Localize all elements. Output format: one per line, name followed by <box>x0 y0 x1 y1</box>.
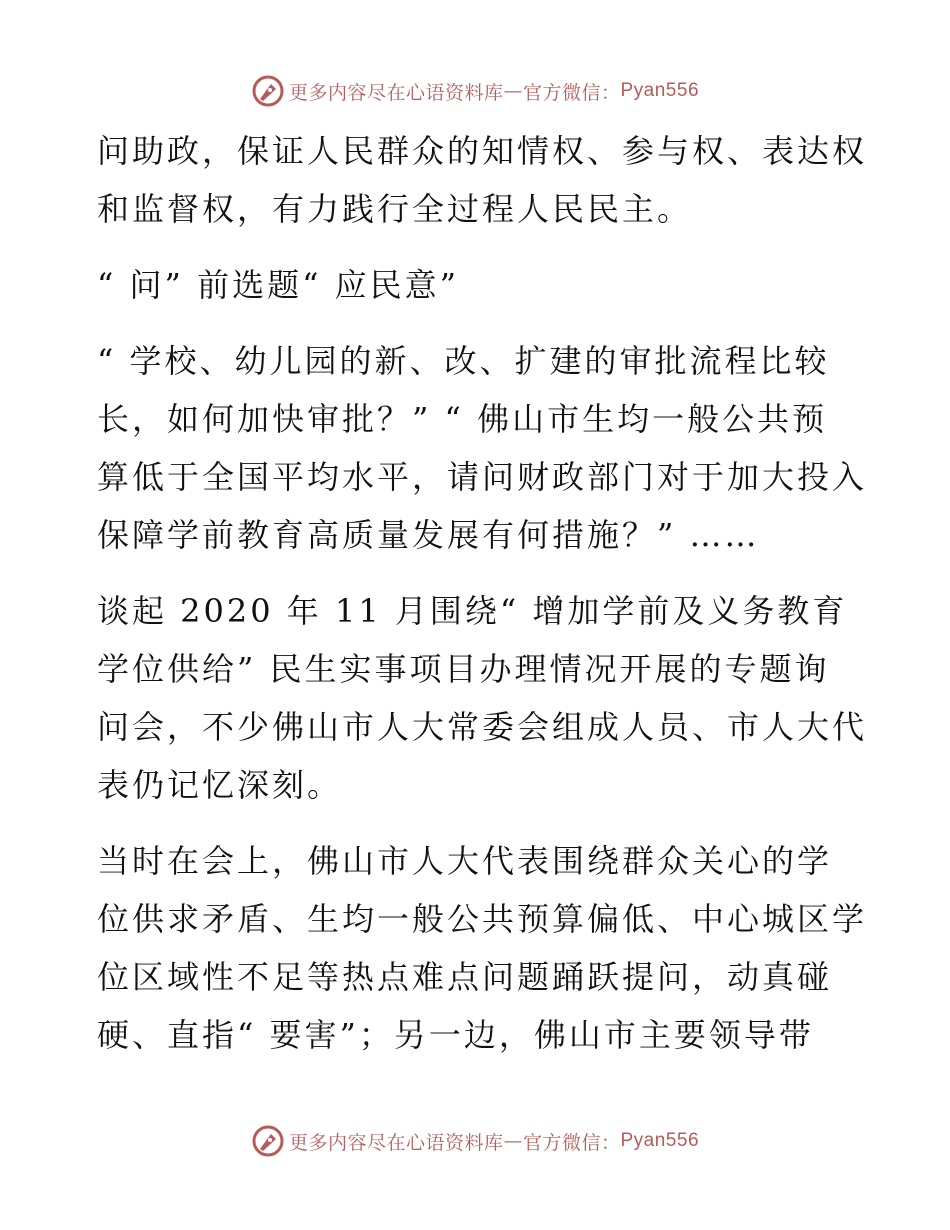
watermark-text: 更多内容尽在心语资料库 <box>288 81 504 104</box>
text-line: 长，如何加快审批？” “ 佛山市生均一般公共预 <box>97 400 828 438</box>
document-body <box>97 122 868 1064</box>
paragraph <box>97 582 868 814</box>
text-line: 位区域性不足等热点难点问题踊跃提问，动真碰 <box>97 958 833 996</box>
watermark-separator: — <box>503 1130 523 1152</box>
pen-nib-circle-icon <box>251 74 285 108</box>
text-line: “ 学校、幼儿园的新、改、扩建的审批流程比较 <box>97 342 830 380</box>
paragraph <box>97 332 868 564</box>
watermark-wechat-id: Pyan556 <box>620 1130 700 1151</box>
text-line: 问助政，保证人民群众的知情权、参与权、表达权 <box>97 132 868 170</box>
text-line: 问会，不少佛山市人大常委会组成人员、市人大代 <box>97 708 868 746</box>
pen-nib-circle-icon <box>251 1124 285 1158</box>
text-line: 当时在会上，佛山市人大代表围绕群众关心的学 <box>97 842 833 880</box>
text-line: “ 问” 前选题“ 应民意” <box>97 266 459 304</box>
paragraph <box>97 832 868 1064</box>
watermark-text: 更多内容尽在心语资料库 <box>288 1131 504 1154</box>
watermark-separator: — <box>503 80 523 102</box>
paragraph <box>97 122 868 238</box>
text-line: 保障学前教育高质量发展有何措施？” …… <box>97 516 760 554</box>
text-line: 硬、直指“ 要害”；另一边，佛山市主要领导带 <box>97 1016 814 1054</box>
text-line: 谈起 2020 年 11 月围绕“ 增加学前及义务教育 <box>97 592 848 630</box>
text-line: 表仍记忆深刻。 <box>97 766 343 804</box>
text-line: 位供求矛盾、生均一般公共预算偏低、中心城区学 <box>97 900 868 938</box>
text-line: 算低于全国平均水平，请问财政部门对于加大投入 <box>97 458 868 496</box>
footer-watermark <box>0 1124 950 1158</box>
header-watermark <box>0 74 950 108</box>
watermark-wechat-id: Pyan556 <box>620 80 700 101</box>
text-line: 和监督权，有力践行全过程人民民主。 <box>97 190 693 228</box>
section-heading <box>97 256 857 314</box>
watermark-wechat-label: 官方微信： <box>522 81 621 104</box>
watermark-wechat-label: 官方微信： <box>522 1131 621 1154</box>
text-line: 学位供给” 民生实事项目办理情况开展的专题询 <box>97 650 830 688</box>
